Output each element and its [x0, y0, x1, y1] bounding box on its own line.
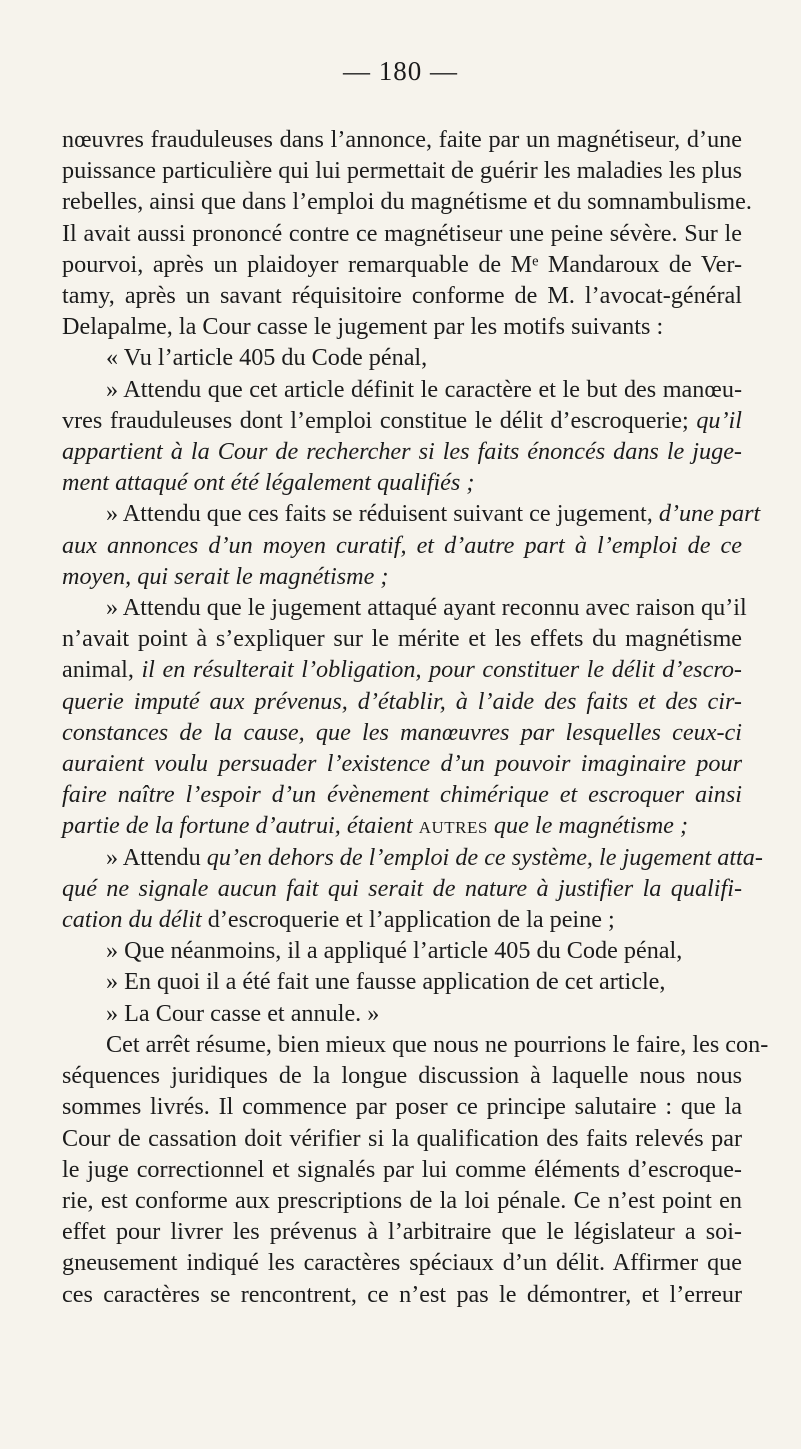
text-line [62, 1029, 769, 1060]
text-line [62, 124, 742, 155]
text-line [62, 405, 742, 436]
text-segment: « Vu l’article 405 du Code pénal, [106, 344, 428, 372]
text-line [62, 842, 763, 873]
text-segment: animal, [62, 656, 142, 684]
text-line [62, 436, 742, 467]
text-line [62, 155, 742, 186]
text-segment: effet pour livrer les prévenus à l’arbitraire que le législateur a soi- [62, 1218, 742, 1246]
italic-text: d’une part [658, 500, 761, 528]
text-segment: puissance particulière qui lui permettait de guérir les maladies les plus [62, 157, 742, 185]
text-segment: rebelles, ainsi que dans l’emploi du magnétisme et du somnambulisme. [62, 188, 752, 216]
text-segment: rie, est conforme aux prescriptions de la loi pénale. Ce n’est point en [62, 1186, 742, 1214]
text-line [62, 717, 742, 748]
text-segment: vres frauduleuses dont l’emploi constitue le délit d’escroquerie; [62, 406, 697, 434]
text-segment: » Attendu que le jugement attaqué ayant reconnu avec raison qu’il [106, 594, 747, 622]
text-line [62, 530, 742, 561]
text-line [62, 1216, 742, 1247]
italic-text: il en résulterait l’obligation, pour constituer le délit d’escro- [141, 656, 742, 684]
text-line [62, 935, 742, 966]
text-line [62, 904, 742, 935]
text-segment: » Attendu [106, 843, 207, 871]
italic-text: constances de la cause, que les manœuvres par lesquelles ceux-ci [62, 718, 742, 746]
text-line [62, 218, 742, 249]
text-line [62, 1279, 742, 1310]
text-segment: ces caractères se rencontrent, ce n’est pas le démontrer, et l’erreur [62, 1280, 742, 1308]
text-segment: » Que néanmoins, il a appliqué l’article 405 du Code pénal, [106, 937, 683, 965]
text-segment: » Attendu que cet article définit le caractère et le but des manœu- [106, 375, 742, 403]
text-segment: d’escroquerie et l’application de la peine ; [201, 906, 615, 934]
text-segment: pourvoi, après un plaidoyer remarquable de Mᵉ Mandaroux de Ver- [62, 250, 742, 278]
text-line [62, 1247, 742, 1278]
text-line [62, 686, 742, 717]
text-line [62, 1123, 742, 1154]
text-line [62, 873, 742, 904]
text-line [62, 779, 742, 810]
text-line [62, 561, 742, 592]
text-line [62, 1060, 742, 1091]
text-line [62, 998, 742, 1029]
text-line [62, 498, 761, 529]
italic-text: partie de la fortune d’autrui, étaient [62, 812, 419, 840]
text-line [62, 249, 742, 280]
italic-text: cation du délit [62, 906, 202, 934]
text-line [62, 342, 742, 373]
text-line [62, 1185, 742, 1216]
text-segment: nœuvres frauduleuses dans l’annonce, faite par un magnétiseur, d’une [62, 126, 742, 153]
text-segment: séquences juridiques de la longue discussion à laquelle nous nous [62, 1062, 742, 1090]
text-line [62, 966, 742, 997]
italic-text: querie imputé aux prévenus, d’établir, à l’aide des faits et des cir- [62, 687, 742, 715]
small-caps-text: autres [418, 812, 488, 840]
italic-text: qu’il [696, 406, 742, 434]
page-number: — 180 — [343, 56, 458, 86]
italic-text: faire naître l’espoir d’un évènement chimérique et escroquer ainsi [62, 781, 742, 809]
text-segment: Cet arrêt résume, bien mieux que nous ne pourrions le faire, les con- [106, 1030, 769, 1058]
italic-text: que le magnétisme ; [487, 812, 689, 840]
text-segment: gneusement indiqué les caractères spéciaux d’un délit. Affirmer que [62, 1249, 742, 1277]
text-segment: n’avait point à s’expliquer sur le mérite et les effets du magnétisme [62, 625, 742, 653]
text-line [62, 1091, 742, 1122]
text-line [62, 748, 742, 779]
text-line [62, 592, 747, 623]
italic-text: auraient voulu persuader l’existence d’un pouvoir imaginaire pour [62, 750, 742, 778]
body-text [62, 124, 769, 1310]
text-line [62, 467, 742, 498]
text-line [62, 186, 752, 217]
italic-text: appartient à la Cour de rechercher si les faits énoncés dans le juge- [62, 438, 742, 466]
text-segment: » La Cour casse et annule. » [106, 999, 380, 1027]
italic-text: qu’en dehors de l’emploi de ce système, le jugement atta- [206, 843, 763, 871]
text-segment: tamy, après un savant réquisitoire conforme de M. l’avocat-général [62, 282, 742, 310]
italic-text: aux annonces d’un moyen curatif, et d’autre part à l’emploi de ce [62, 531, 742, 559]
text-line [62, 623, 742, 654]
text-segment: » En quoi il a été fait une fausse application de cet article, [106, 968, 666, 996]
text-segment: Cour de cassation doit vérifier si la qualification des faits relevés par [62, 1124, 742, 1152]
text-line [62, 311, 742, 342]
text-segment: » Attendu que ces faits se réduisent suivant ce jugement, [106, 500, 659, 528]
text-line [62, 810, 742, 841]
italic-text: ment attaqué ont été légalement qualifiés ; [62, 469, 475, 497]
text-segment: le juge correctionnel et signalés par lui comme éléments d’escroque- [62, 1155, 742, 1183]
text-segment: Delapalme, la Cour casse le jugement par les motifs suivants : [62, 313, 664, 341]
italic-text: qué ne signale aucun fait qui serait de nature à justifier la qualifi- [62, 874, 742, 902]
text-line [62, 654, 742, 685]
text-segment: sommes livrés. Il commence par poser ce principe salutaire : que la [62, 1093, 742, 1121]
text-segment: Il avait aussi prononcé contre ce magnétiseur une peine sévère. Sur le [62, 219, 742, 247]
text-line [62, 280, 742, 311]
italic-text: moyen, qui serait le magnétisme ; [62, 562, 389, 590]
text-line [62, 1154, 742, 1185]
text-line [62, 374, 742, 405]
